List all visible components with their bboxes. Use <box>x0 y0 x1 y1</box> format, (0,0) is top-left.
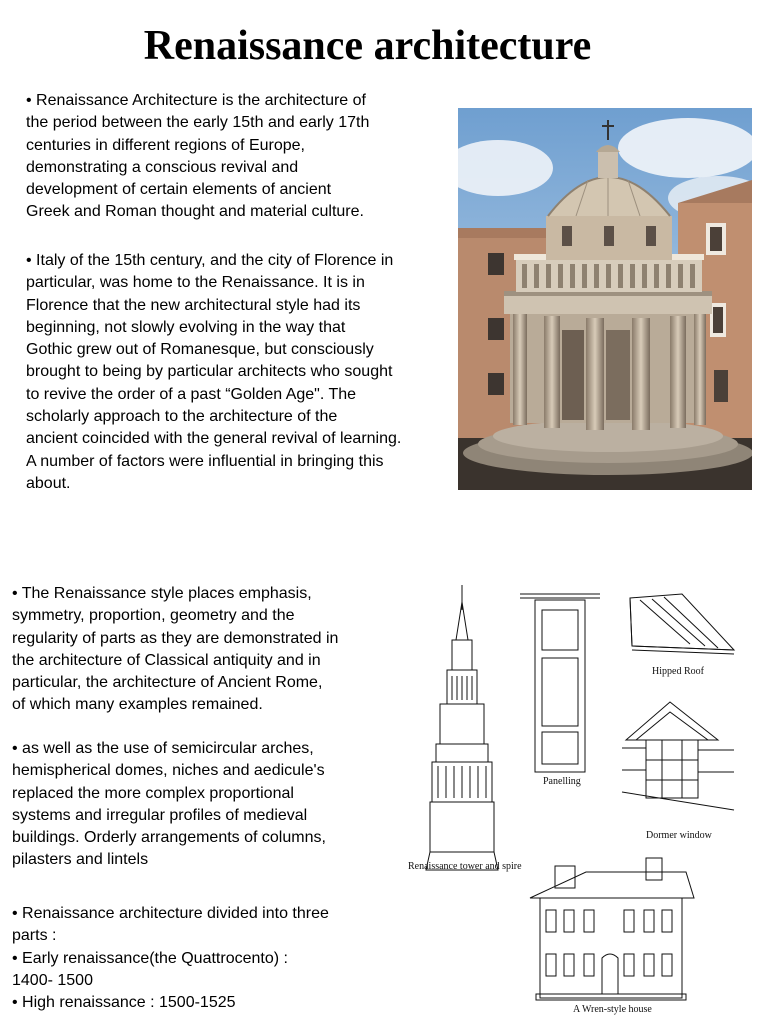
dormer-window-sketch <box>622 702 734 810</box>
paragraph-intro: • Renaissance Architecture is the architecture of the period between the early 15th and early 17th centuries in different regions of Europe, demonstrating a conscious revival and development of certain elements of ancient Greek and Roman thought and material culture. <box>26 92 370 221</box>
paragraph-periods: • Renaissance architecture divided into three parts : • Early renaissance(the Quattrocento) : 1400- 1500 • High renaissance : 1500-1525 <box>12 905 329 1012</box>
wren-house-sketch <box>530 858 694 1000</box>
caption-panelling: Panelling <box>543 776 581 787</box>
caption-dormer-window: Dormer window <box>646 830 712 841</box>
page-title: Renaissance architecture <box>143 23 592 69</box>
paragraph-style-emphasis: • The Renaissance style places emphasis, symmetry, proportion, geometry and the regularity of parts as they are demonstrated in the architecture of Classical antiquity and in particular, the architecture of Ancient Rome, of which many examples remained. <box>12 585 339 714</box>
paragraph-arches-domes: • as well as the use of semicircular arches, hemispherical domes, niches and aedicule's replaced the more complex proportional systems and irregular profiles of medieval buildings. Orderly arrangements of columns, pilasters and lintels <box>12 740 326 869</box>
tower-spire-sketch <box>426 585 498 870</box>
tempietto-photo <box>458 108 752 490</box>
caption-hipped-roof: Hipped Roof <box>652 666 704 677</box>
architectural-sketches <box>400 580 768 1024</box>
caption-tower-spire: Renaissance tower and spire <box>408 861 522 872</box>
tempietto-illustration <box>458 108 752 490</box>
caption-wren-house: A Wren-style house <box>573 1004 652 1015</box>
panelling-sketch <box>520 594 600 772</box>
hipped-roof-sketch <box>630 594 734 654</box>
paragraph-florence: • Italy of the 15th century, and the city of Florence in particular, was home to the Renaissance. It is in Florence that the new architectural style had its beginning, not slowly evolving in the way that Gothic grew out of Romanesque, but consciously brought to being by particular architects who sought to revive the order of a past “Golden Age". The scholarly approach to the architecture of the ancient coincided with the general revival of learning. A number of factors were influential in bringing this about. <box>26 252 402 492</box>
sketch-drawings <box>400 580 768 1024</box>
